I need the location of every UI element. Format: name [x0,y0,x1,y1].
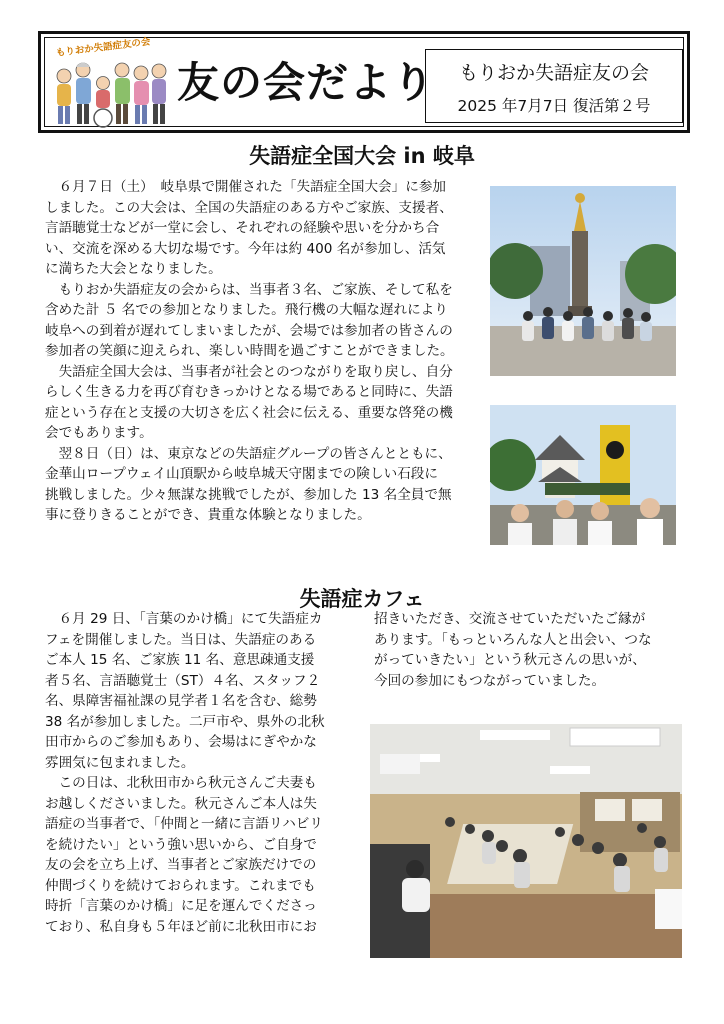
article-line: もりおか失語症友の会からは、当事者３名、ご家族、そして私を [45,281,453,298]
elderly-group-illustration [51,36,169,131]
article-line: い、交流を深める大切な場です。今年は約 400 名が参加し、活気 [45,240,446,257]
article-line: 金華山ロープウェイ山頂駅から岐阜城天守閣までの険しい石段に [45,466,438,482]
article-line: 翌８日（日）は、東京などの失語症グループの皆さんとともに、 [45,445,452,462]
article-line: 時折「言葉のかけ橋」に足を運んでくださっ [45,898,317,914]
masthead-logo-text: もりおか失語症友の会 [55,36,152,59]
article-line: 者５名、言語聴覚士（ST）４名、スタッフ２ [45,672,321,689]
article-line: 含めた計 ５ 名での参加となりました。飛行機の大幅な遅れにより [45,302,448,318]
article-line: ご本人 15 名、ご家族 11 名、意思疎通支援 [45,652,315,668]
article-line: 38 名が参加しました。二戸市や、県外の北秋 [45,713,325,730]
article-line: この日は、北秋田市から秋元さんご夫妻も [45,775,317,791]
article-body-cafe-right [374,609,684,691]
newsletter-title: 友の会だより [177,58,436,107]
article-line: 症という存在と支援の大切さを広く社会に伝える、重要な啓発の機 [45,404,453,421]
photo-group-statue [490,186,676,376]
photo-gifu-castle [490,405,676,545]
article-line: あります。「もっといろんな人と出会い、つな [374,631,652,648]
article-line: ６月 29 日、「言葉のかけ橋」にて失語症カ [45,611,323,627]
article-line: 名、県障害福祉課の見学者１名を含む、総勢 [45,693,317,709]
article-line: 仲間づくりを続けておられます。これまでも [45,877,316,894]
issue-date: 2025 年7月7日 復活第２号 [457,97,651,115]
article-line: がっていきたい」という秋元さんの思いが、 [374,652,646,668]
article-line: 参加者の笑顔に迎えられ、楽しい時間を過ごすことができました。 [45,343,454,359]
masthead-frame [44,37,684,127]
section-heading-aphasia-cafe: 失語症カフェ [299,587,425,611]
article-line: 失語症全国大会は、当事者が社会とのつながりを取り戻し、自分 [45,363,453,380]
article-line: ６月７日（土） 岐阜県で開催された「失語症全国大会」に参加 [45,179,447,195]
section-heading-national-convention: 失語症全国大会 in 岐阜 [249,144,475,168]
article-body-convention [45,177,480,526]
article-line: 会でもあります。 [45,425,153,441]
photo-aphasia-cafe-room [370,724,682,958]
article-line: お越しくださいました。秋元さんご本人は失 [45,795,317,812]
article-line: 友の会を立ち上げ、当事者とご家族だけでの [45,857,317,873]
article-line: 語症の当事者で、「仲間と一緒に言語リハビリ [45,816,323,832]
article-line: 挑戦しました。少々無謀な挑戦でしたが、参加した 13 名全員で無 [45,486,452,503]
article-line: 田市からのご参加もあり、会場はにぎやかな [45,734,317,750]
article-line: フェを開催しました。当日は、失語症のある [45,631,317,648]
article-line: を続けたい」という強い思いから、ご自身で [45,836,317,853]
masthead [38,31,690,133]
article-line: らしく生きる力を再び育むきっかけとなる場であると同時に、失語 [45,384,453,400]
article-body-cafe-left [45,609,355,937]
article-line: 雰囲気に包まれました。 [45,754,195,771]
article-line: に満ちた大会となりました。 [45,261,222,277]
masthead-info-box [425,49,683,123]
article-line: しました。この大会は、全国の失語症のある方やご家族、支援者、 [45,199,453,216]
article-line: 言語聴覚士などが一堂に会し、それぞれの経験や思いを分かち合 [45,220,440,236]
article-line: 事に登りきることができ、貴重な体験となりました。 [45,507,371,523]
article-line: 招きいただき、交流させていただいたご縁が [374,611,646,627]
organization-name: もりおか失語症友の会 [458,62,649,84]
article-line: 岐阜への到着が遅れてしまいましたが、会場では参加者の皆さんの [45,322,453,339]
article-line: 今回の参加にもつながっていました。 [374,672,606,689]
article-line: ており、私自身も５年ほど前に北秋田市にお [45,918,317,935]
